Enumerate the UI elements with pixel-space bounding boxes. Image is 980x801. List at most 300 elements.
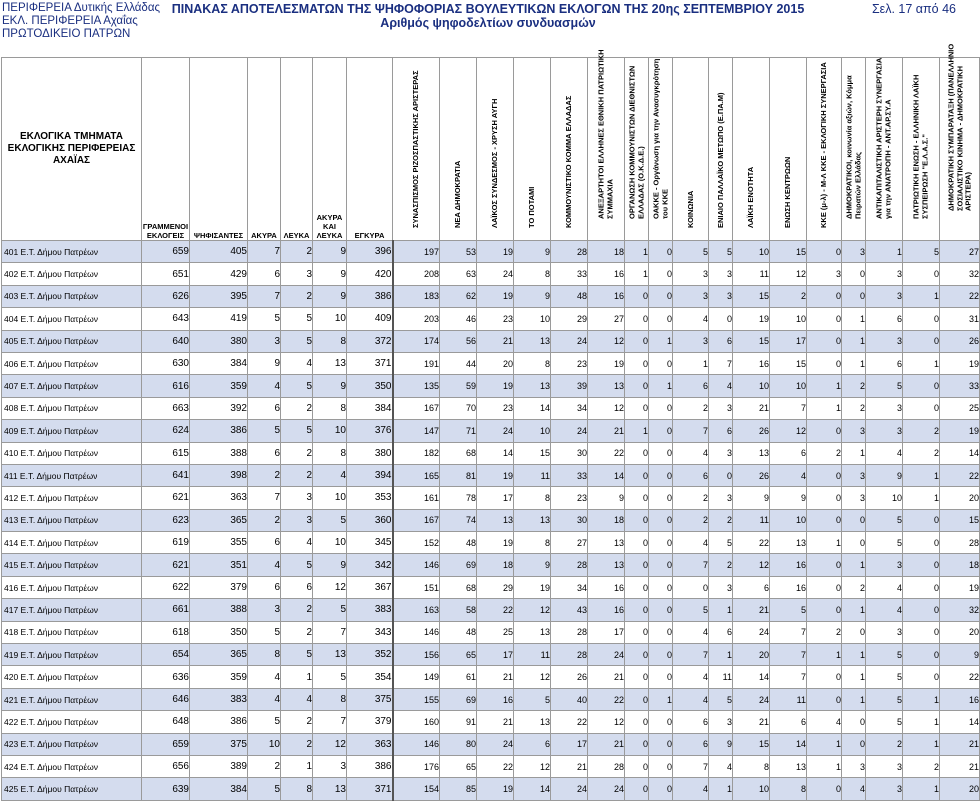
- party-vote-cell: 0: [649, 576, 673, 598]
- party-vote-cell: 3: [807, 263, 842, 285]
- party-name: ΠΑΤΡΙΩΤΙΚΗ ΕΝΩΣΗ - ΕΛΛΗΝΙΚΗ ΛΑΪΚΗ ΣΥΣΠΕΙΡΩΣΗ "Ε.Λ.Α.Σ.": [911, 74, 929, 219]
- table-row: [2, 576, 980, 598]
- party-vote-cell: 154: [393, 778, 440, 800]
- summary-cell: 7: [248, 241, 281, 263]
- party-vote-cell: 28: [551, 644, 588, 666]
- party-vote-cell: 3: [709, 442, 733, 464]
- party-vote-cell: 4: [673, 442, 709, 464]
- party-vote-cell: 15: [940, 509, 980, 531]
- party-vote-cell: 17: [588, 621, 625, 643]
- summary-cell: 648: [142, 711, 190, 733]
- blank-header: ΛΕΥΚΑ: [281, 58, 313, 241]
- table-row: [2, 263, 980, 285]
- party-vote-cell: 20: [940, 778, 980, 800]
- summary-cell: 9: [313, 241, 347, 263]
- party-vote-cell: 0: [807, 487, 842, 509]
- party-vote-cell: 0: [842, 509, 866, 531]
- party-name: ΔΗΜΟΚΡΑΤΙΚΟΙ, κοινωνία αξιών, Κόμμα Πειρατών Ελλάδας: [844, 75, 862, 219]
- party-vote-cell: 33: [940, 375, 980, 397]
- district-cell: 421 Ε.Τ. Δήμου Πατρέων: [2, 688, 142, 710]
- party-vote-cell: 28: [551, 241, 588, 263]
- party-vote-cell: 3: [709, 711, 733, 733]
- party-vote-cell: 0: [649, 755, 673, 777]
- party-vote-cell: 6: [770, 711, 807, 733]
- district-cell: 422 Ε.Τ. Δήμου Πατρέων: [2, 711, 142, 733]
- table-row: [2, 778, 980, 800]
- summary-cell: 7: [313, 621, 347, 643]
- summary-cell: 2: [281, 241, 313, 263]
- party-vote-cell: 1: [866, 241, 903, 263]
- table-row: [2, 755, 980, 777]
- summary-cell: 630: [142, 352, 190, 374]
- summary-cell: 345: [347, 532, 393, 554]
- party-vote-cell: 0: [903, 330, 940, 352]
- party-vote-cell: 161: [393, 487, 440, 509]
- party-vote-cell: 6: [733, 576, 770, 598]
- party-vote-cell: 48: [440, 532, 477, 554]
- party-vote-cell: 0: [625, 352, 649, 374]
- party-vote-cell: 1: [709, 599, 733, 621]
- party-vote-cell: 6: [709, 621, 733, 643]
- party-vote-cell: 5: [514, 688, 551, 710]
- party-vote-cell: 3: [709, 263, 733, 285]
- party-vote-cell: 3: [673, 330, 709, 352]
- summary-cell: 389: [190, 755, 248, 777]
- party-vote-cell: 5: [866, 711, 903, 733]
- party-vote-cell: 191: [393, 352, 440, 374]
- party-vote-cell: 0: [903, 375, 940, 397]
- party-vote-cell: 32: [940, 599, 980, 621]
- table-row: [2, 375, 980, 397]
- summary-cell: 379: [190, 576, 248, 598]
- party-vote-cell: 68: [440, 442, 477, 464]
- results-body: [2, 241, 980, 801]
- party-vote-cell: 155: [393, 688, 440, 710]
- party-vote-cell: 3: [866, 397, 903, 419]
- summary-cell: 3: [313, 755, 347, 777]
- party-vote-cell: 70: [440, 397, 477, 419]
- summary-cell: 5: [248, 711, 281, 733]
- party-vote-cell: 5: [770, 599, 807, 621]
- party-vote-cell: 12: [770, 263, 807, 285]
- party-vote-cell: 4: [709, 755, 733, 777]
- party-vote-cell: 0: [807, 330, 842, 352]
- party-vote-cell: 0: [903, 554, 940, 576]
- party-header: [514, 58, 551, 241]
- party-vote-cell: 2: [903, 442, 940, 464]
- party-vote-cell: 18: [477, 554, 514, 576]
- party-header: [649, 58, 673, 241]
- summary-cell: 2: [248, 755, 281, 777]
- party-vote-cell: 61: [440, 666, 477, 688]
- party-vote-cell: 0: [903, 644, 940, 666]
- summary-cell: 4: [281, 352, 313, 374]
- invalid-header: ΑΚΥΡΑ: [248, 58, 281, 241]
- district-cell: 424 Ε.Τ. Δήμου Πατρέων: [2, 755, 142, 777]
- party-vote-cell: 24: [551, 330, 588, 352]
- party-vote-cell: 0: [807, 308, 842, 330]
- summary-cell: 643: [142, 308, 190, 330]
- party-vote-cell: 0: [709, 308, 733, 330]
- page-subtitle: Αριθμός ψηφοδελτίων συνδυασμών: [380, 16, 596, 30]
- party-vote-cell: 0: [807, 554, 842, 576]
- party-vote-cell: 4: [866, 576, 903, 598]
- party-vote-cell: 21: [588, 733, 625, 755]
- district-cell: 418 Ε.Τ. Δήμου Πατρέων: [2, 621, 142, 643]
- summary-cell: 386: [347, 285, 393, 307]
- party-vote-cell: 34: [551, 397, 588, 419]
- summary-cell: 355: [190, 532, 248, 554]
- summary-cell: 659: [142, 241, 190, 263]
- party-vote-cell: 14: [477, 442, 514, 464]
- summary-cell: 2: [248, 509, 281, 531]
- party-vote-cell: 3: [842, 241, 866, 263]
- party-vote-cell: 0: [807, 464, 842, 486]
- summary-cell: 5: [281, 375, 313, 397]
- summary-cell: 7: [248, 487, 281, 509]
- party-vote-cell: 0: [625, 375, 649, 397]
- party-vote-cell: 6: [770, 442, 807, 464]
- summary-cell: 419: [190, 308, 248, 330]
- district-cell: 404 Ε.Τ. Δήμου Πατρέων: [2, 308, 142, 330]
- party-header: [709, 58, 733, 241]
- summary-cell: 343: [347, 621, 393, 643]
- summary-cell: 5: [248, 420, 281, 442]
- summary-cell: 6: [248, 532, 281, 554]
- party-vote-cell: 167: [393, 397, 440, 419]
- party-vote-cell: 0: [807, 599, 842, 621]
- summary-cell: 384: [190, 778, 248, 800]
- party-vote-cell: 12: [588, 397, 625, 419]
- party-vote-cell: 2: [807, 442, 842, 464]
- summary-cell: 359: [190, 666, 248, 688]
- party-vote-cell: 21: [940, 733, 980, 755]
- party-name: ΚΟΜΜΟΥΝΙΣΤΙΚΟ ΚΟΜΜΑ ΕΛΛΑΔΑΣ: [563, 95, 573, 228]
- party-vote-cell: 12: [733, 554, 770, 576]
- party-vote-cell: 6: [709, 330, 733, 352]
- party-vote-cell: 19: [477, 532, 514, 554]
- table-row: [2, 464, 980, 486]
- party-vote-cell: 183: [393, 285, 440, 307]
- party-vote-cell: 3: [866, 263, 903, 285]
- party-vote-cell: 3: [866, 755, 903, 777]
- party-vote-cell: 0: [625, 554, 649, 576]
- district-cell: 402 Ε.Τ. Δήμου Πατρέων: [2, 263, 142, 285]
- summary-cell: 5: [313, 599, 347, 621]
- summary-cell: 371: [347, 778, 393, 800]
- party-vote-cell: 11: [514, 644, 551, 666]
- region-line: ΠΕΡΙΦΕΡΕΙΑ Δυτικής Ελλάδας: [2, 2, 161, 14]
- summary-cell: 4: [313, 464, 347, 486]
- party-vote-cell: 0: [673, 576, 709, 598]
- party-vote-cell: 21: [733, 599, 770, 621]
- table-row: [2, 711, 980, 733]
- party-vote-cell: 5: [866, 509, 903, 531]
- summary-cell: 646: [142, 688, 190, 710]
- party-vote-cell: 16: [733, 352, 770, 374]
- party-vote-cell: 0: [649, 420, 673, 442]
- party-vote-cell: 0: [807, 420, 842, 442]
- party-vote-cell: 0: [625, 397, 649, 419]
- party-vote-cell: 0: [625, 442, 649, 464]
- party-vote-cell: 23: [477, 397, 514, 419]
- party-vote-cell: 17: [477, 644, 514, 666]
- party-vote-cell: 5: [709, 241, 733, 263]
- voted-header: ΨΗΦΙΣΑΝΤΕΣ: [190, 58, 248, 241]
- summary-cell: 4: [248, 688, 281, 710]
- party-vote-cell: 30: [551, 509, 588, 531]
- party-vote-cell: 6: [866, 352, 903, 374]
- party-vote-cell: 0: [649, 397, 673, 419]
- party-vote-cell: 24: [477, 420, 514, 442]
- party-vote-cell: 2: [903, 755, 940, 777]
- party-vote-cell: 1: [842, 666, 866, 688]
- summary-cell: 3: [281, 487, 313, 509]
- party-name: ΣΥΝΑΣΠΙΣΜΟΣ ΡΙΖΟΣΠΑΣΤΙΚΗΣ ΑΡΙΣΤΕΡΑΣ: [410, 69, 420, 228]
- summary-cell: 2: [281, 599, 313, 621]
- party-vote-cell: 8: [514, 532, 551, 554]
- summary-cell: 2: [281, 711, 313, 733]
- party-vote-cell: 39: [551, 375, 588, 397]
- party-vote-cell: 59: [440, 375, 477, 397]
- party-vote-cell: 0: [842, 621, 866, 643]
- party-vote-cell: 24: [477, 733, 514, 755]
- summary-cell: 384: [190, 352, 248, 374]
- party-vote-cell: 33: [551, 263, 588, 285]
- party-vote-cell: 28: [940, 532, 980, 554]
- party-vote-cell: 0: [903, 509, 940, 531]
- party-vote-cell: 48: [551, 285, 588, 307]
- district-cell: 405 Ε.Τ. Δήμου Πατρέων: [2, 330, 142, 352]
- party-vote-cell: 18: [588, 509, 625, 531]
- party-vote-cell: 14: [770, 733, 807, 755]
- party-vote-cell: 0: [649, 778, 673, 800]
- summary-cell: 386: [190, 420, 248, 442]
- party-vote-cell: 16: [770, 554, 807, 576]
- party-vote-cell: 4: [673, 621, 709, 643]
- party-vote-cell: 16: [477, 688, 514, 710]
- summary-cell: 9: [313, 263, 347, 285]
- party-vote-cell: 20: [733, 644, 770, 666]
- party-vote-cell: 58: [440, 599, 477, 621]
- party-vote-cell: 20: [477, 352, 514, 374]
- party-vote-cell: 0: [903, 599, 940, 621]
- party-header: [903, 58, 940, 241]
- party-vote-cell: 19: [940, 576, 980, 598]
- party-header: [440, 58, 477, 241]
- summary-cell: 639: [142, 778, 190, 800]
- party-vote-cell: 5: [866, 644, 903, 666]
- party-vote-cell: 7: [709, 352, 733, 374]
- district-cell: 416 Ε.Τ. Δήμου Πατρέων: [2, 576, 142, 598]
- party-vote-cell: 0: [625, 711, 649, 733]
- party-vote-cell: 4: [709, 375, 733, 397]
- party-vote-cell: 48: [440, 621, 477, 643]
- party-header: [770, 58, 807, 241]
- party-vote-cell: 20: [940, 487, 980, 509]
- district-cell: 410 Ε.Τ. Δήμου Πατρέων: [2, 442, 142, 464]
- party-vote-cell: 19: [588, 352, 625, 374]
- party-vote-cell: 9: [514, 241, 551, 263]
- party-vote-cell: 3: [709, 487, 733, 509]
- party-vote-cell: 27: [940, 241, 980, 263]
- party-vote-cell: 1: [842, 554, 866, 576]
- party-name: ΛΑΪΚΟΣ ΣΥΝΔΕΣΜΟΣ - ΧΡΥΣΗ ΑΥΓΗ: [489, 98, 499, 228]
- party-vote-cell: 0: [842, 733, 866, 755]
- party-vote-cell: 152: [393, 532, 440, 554]
- district-cell: 411 Ε.Τ. Δήμου Πατρέων: [2, 464, 142, 486]
- party-vote-cell: 10: [514, 420, 551, 442]
- party-vote-cell: 69: [440, 688, 477, 710]
- party-vote-cell: 11: [733, 263, 770, 285]
- summary-cell: 4: [248, 375, 281, 397]
- party-vote-cell: 13: [588, 375, 625, 397]
- party-vote-cell: 10: [770, 308, 807, 330]
- party-vote-cell: 2: [842, 397, 866, 419]
- summary-cell: 2: [248, 464, 281, 486]
- party-vote-cell: 2: [673, 487, 709, 509]
- party-vote-cell: 1: [649, 375, 673, 397]
- summary-cell: 392: [190, 397, 248, 419]
- party-vote-cell: 8: [514, 263, 551, 285]
- summary-cell: 4: [248, 666, 281, 688]
- party-vote-cell: 3: [709, 285, 733, 307]
- summary-cell: 13: [313, 778, 347, 800]
- party-vote-cell: 23: [551, 352, 588, 374]
- summary-cell: 379: [347, 711, 393, 733]
- party-vote-cell: 7: [770, 666, 807, 688]
- party-header: [551, 58, 588, 241]
- summary-cell: 395: [190, 285, 248, 307]
- summary-cell: 8: [313, 688, 347, 710]
- party-vote-cell: 6: [673, 711, 709, 733]
- party-vote-cell: 8: [733, 755, 770, 777]
- summary-cell: 386: [347, 755, 393, 777]
- party-name: ΑΝΕΞΑΡΤΗΤΟΙ ΕΛΛΗΝΕΣ ΕΘΝΙΚΗ ΠΑΤΡΙΩΤΙΚΗ ΣΥΜΜΑΧΙΑ: [596, 49, 614, 219]
- summary-cell: 651: [142, 263, 190, 285]
- party-vote-cell: 11: [733, 509, 770, 531]
- party-vote-cell: 13: [770, 532, 807, 554]
- party-vote-cell: 19: [477, 375, 514, 397]
- party-vote-cell: 4: [770, 464, 807, 486]
- party-vote-cell: 7: [770, 621, 807, 643]
- party-vote-cell: 4: [866, 599, 903, 621]
- party-vote-cell: 0: [649, 285, 673, 307]
- party-vote-cell: 0: [625, 509, 649, 531]
- summary-cell: 10: [248, 733, 281, 755]
- party-vote-cell: 11: [709, 666, 733, 688]
- party-vote-cell: 10: [770, 375, 807, 397]
- party-vote-cell: 27: [551, 532, 588, 554]
- party-name: ΚΚΕ (μ-λ) - Μ-Λ ΚΚΕ - ΕΚΛΟΓΙΚΗ ΣΥΝΕΡΓΑΣΙΑ: [818, 61, 828, 228]
- party-vote-cell: 12: [514, 755, 551, 777]
- party-vote-cell: 22: [940, 464, 980, 486]
- summary-cell: 6: [248, 397, 281, 419]
- party-vote-cell: 146: [393, 554, 440, 576]
- party-vote-cell: 0: [807, 509, 842, 531]
- party-vote-cell: 68: [440, 576, 477, 598]
- party-vote-cell: 13: [733, 442, 770, 464]
- party-vote-cell: 146: [393, 733, 440, 755]
- party-vote-cell: 1: [903, 688, 940, 710]
- party-vote-cell: 69: [440, 554, 477, 576]
- party-header: [842, 58, 866, 241]
- party-vote-cell: 0: [649, 532, 673, 554]
- party-vote-cell: 65: [440, 644, 477, 666]
- district-cell: 415 Ε.Τ. Δήμου Πατρέων: [2, 554, 142, 576]
- party-vote-cell: 4: [673, 666, 709, 688]
- party-vote-cell: 40: [551, 688, 588, 710]
- table-row: [2, 241, 980, 263]
- district-cell: 413 Ε.Τ. Δήμου Πατρέων: [2, 509, 142, 531]
- district-cell: 423 Ε.Τ. Δήμου Πατρέων: [2, 733, 142, 755]
- summary-cell: 394: [347, 464, 393, 486]
- party-vote-cell: 146: [393, 621, 440, 643]
- party-vote-cell: 14: [588, 464, 625, 486]
- party-header: [588, 49, 625, 241]
- party-vote-cell: 21: [733, 397, 770, 419]
- party-vote-cell: 0: [625, 621, 649, 643]
- summary-cell: 12: [313, 576, 347, 598]
- party-vote-cell: 176: [393, 755, 440, 777]
- summary-cell: 4: [281, 532, 313, 554]
- party-vote-cell: 208: [393, 263, 440, 285]
- party-vote-cell: 11: [514, 464, 551, 486]
- summary-cell: 420: [347, 263, 393, 285]
- party-vote-cell: 5: [866, 666, 903, 688]
- party-vote-cell: 80: [440, 733, 477, 755]
- party-vote-cell: 0: [625, 308, 649, 330]
- summary-cell: 9: [248, 352, 281, 374]
- header-row: [2, 58, 980, 241]
- party-vote-cell: 0: [649, 733, 673, 755]
- party-vote-cell: 13: [770, 755, 807, 777]
- party-name: ΟΡΓΑΝΩΣΗ ΚΟΜΜΟΥΝΙΣΤΩΝ ΔΙΕΘΝΙΣΤΩΝ ΕΛΛΑΔΑΣ (Ο.Κ.Δ.Ε.): [627, 65, 645, 219]
- party-vote-cell: 16: [940, 688, 980, 710]
- party-vote-cell: 0: [903, 263, 940, 285]
- district-cell: 401 Ε.Τ. Δήμου Πατρέων: [2, 241, 142, 263]
- results-table: [1, 43, 980, 801]
- party-vote-cell: 1: [903, 285, 940, 307]
- party-name: ΟΑΚΚΕ - Οργάνωση για την Ανασυγκρότηση του ΚΚΕ: [651, 58, 669, 219]
- table-row: [2, 621, 980, 643]
- party-vote-cell: 28: [551, 621, 588, 643]
- party-vote-cell: 1: [807, 644, 842, 666]
- summary-cell: 10: [313, 420, 347, 442]
- summary-cell: 4: [248, 554, 281, 576]
- summary-cell: 1: [281, 666, 313, 688]
- summary-cell: 371: [347, 352, 393, 374]
- party-vote-cell: 16: [770, 576, 807, 598]
- party-vote-cell: 21: [733, 711, 770, 733]
- party-vote-cell: 0: [807, 285, 842, 307]
- summary-cell: 3: [248, 330, 281, 352]
- party-vote-cell: 156: [393, 644, 440, 666]
- party-vote-cell: 8: [514, 487, 551, 509]
- party-vote-cell: 9: [514, 554, 551, 576]
- party-vote-cell: 5: [709, 532, 733, 554]
- party-vote-cell: 0: [649, 509, 673, 531]
- table-row: [2, 688, 980, 710]
- party-vote-cell: 1: [649, 688, 673, 710]
- party-vote-cell: 85: [440, 778, 477, 800]
- party-vote-cell: 1: [842, 599, 866, 621]
- party-vote-cell: 2: [709, 554, 733, 576]
- party-vote-cell: 1: [807, 375, 842, 397]
- party-header: [807, 58, 842, 241]
- party-vote-cell: 26: [733, 464, 770, 486]
- summary-cell: 5: [248, 308, 281, 330]
